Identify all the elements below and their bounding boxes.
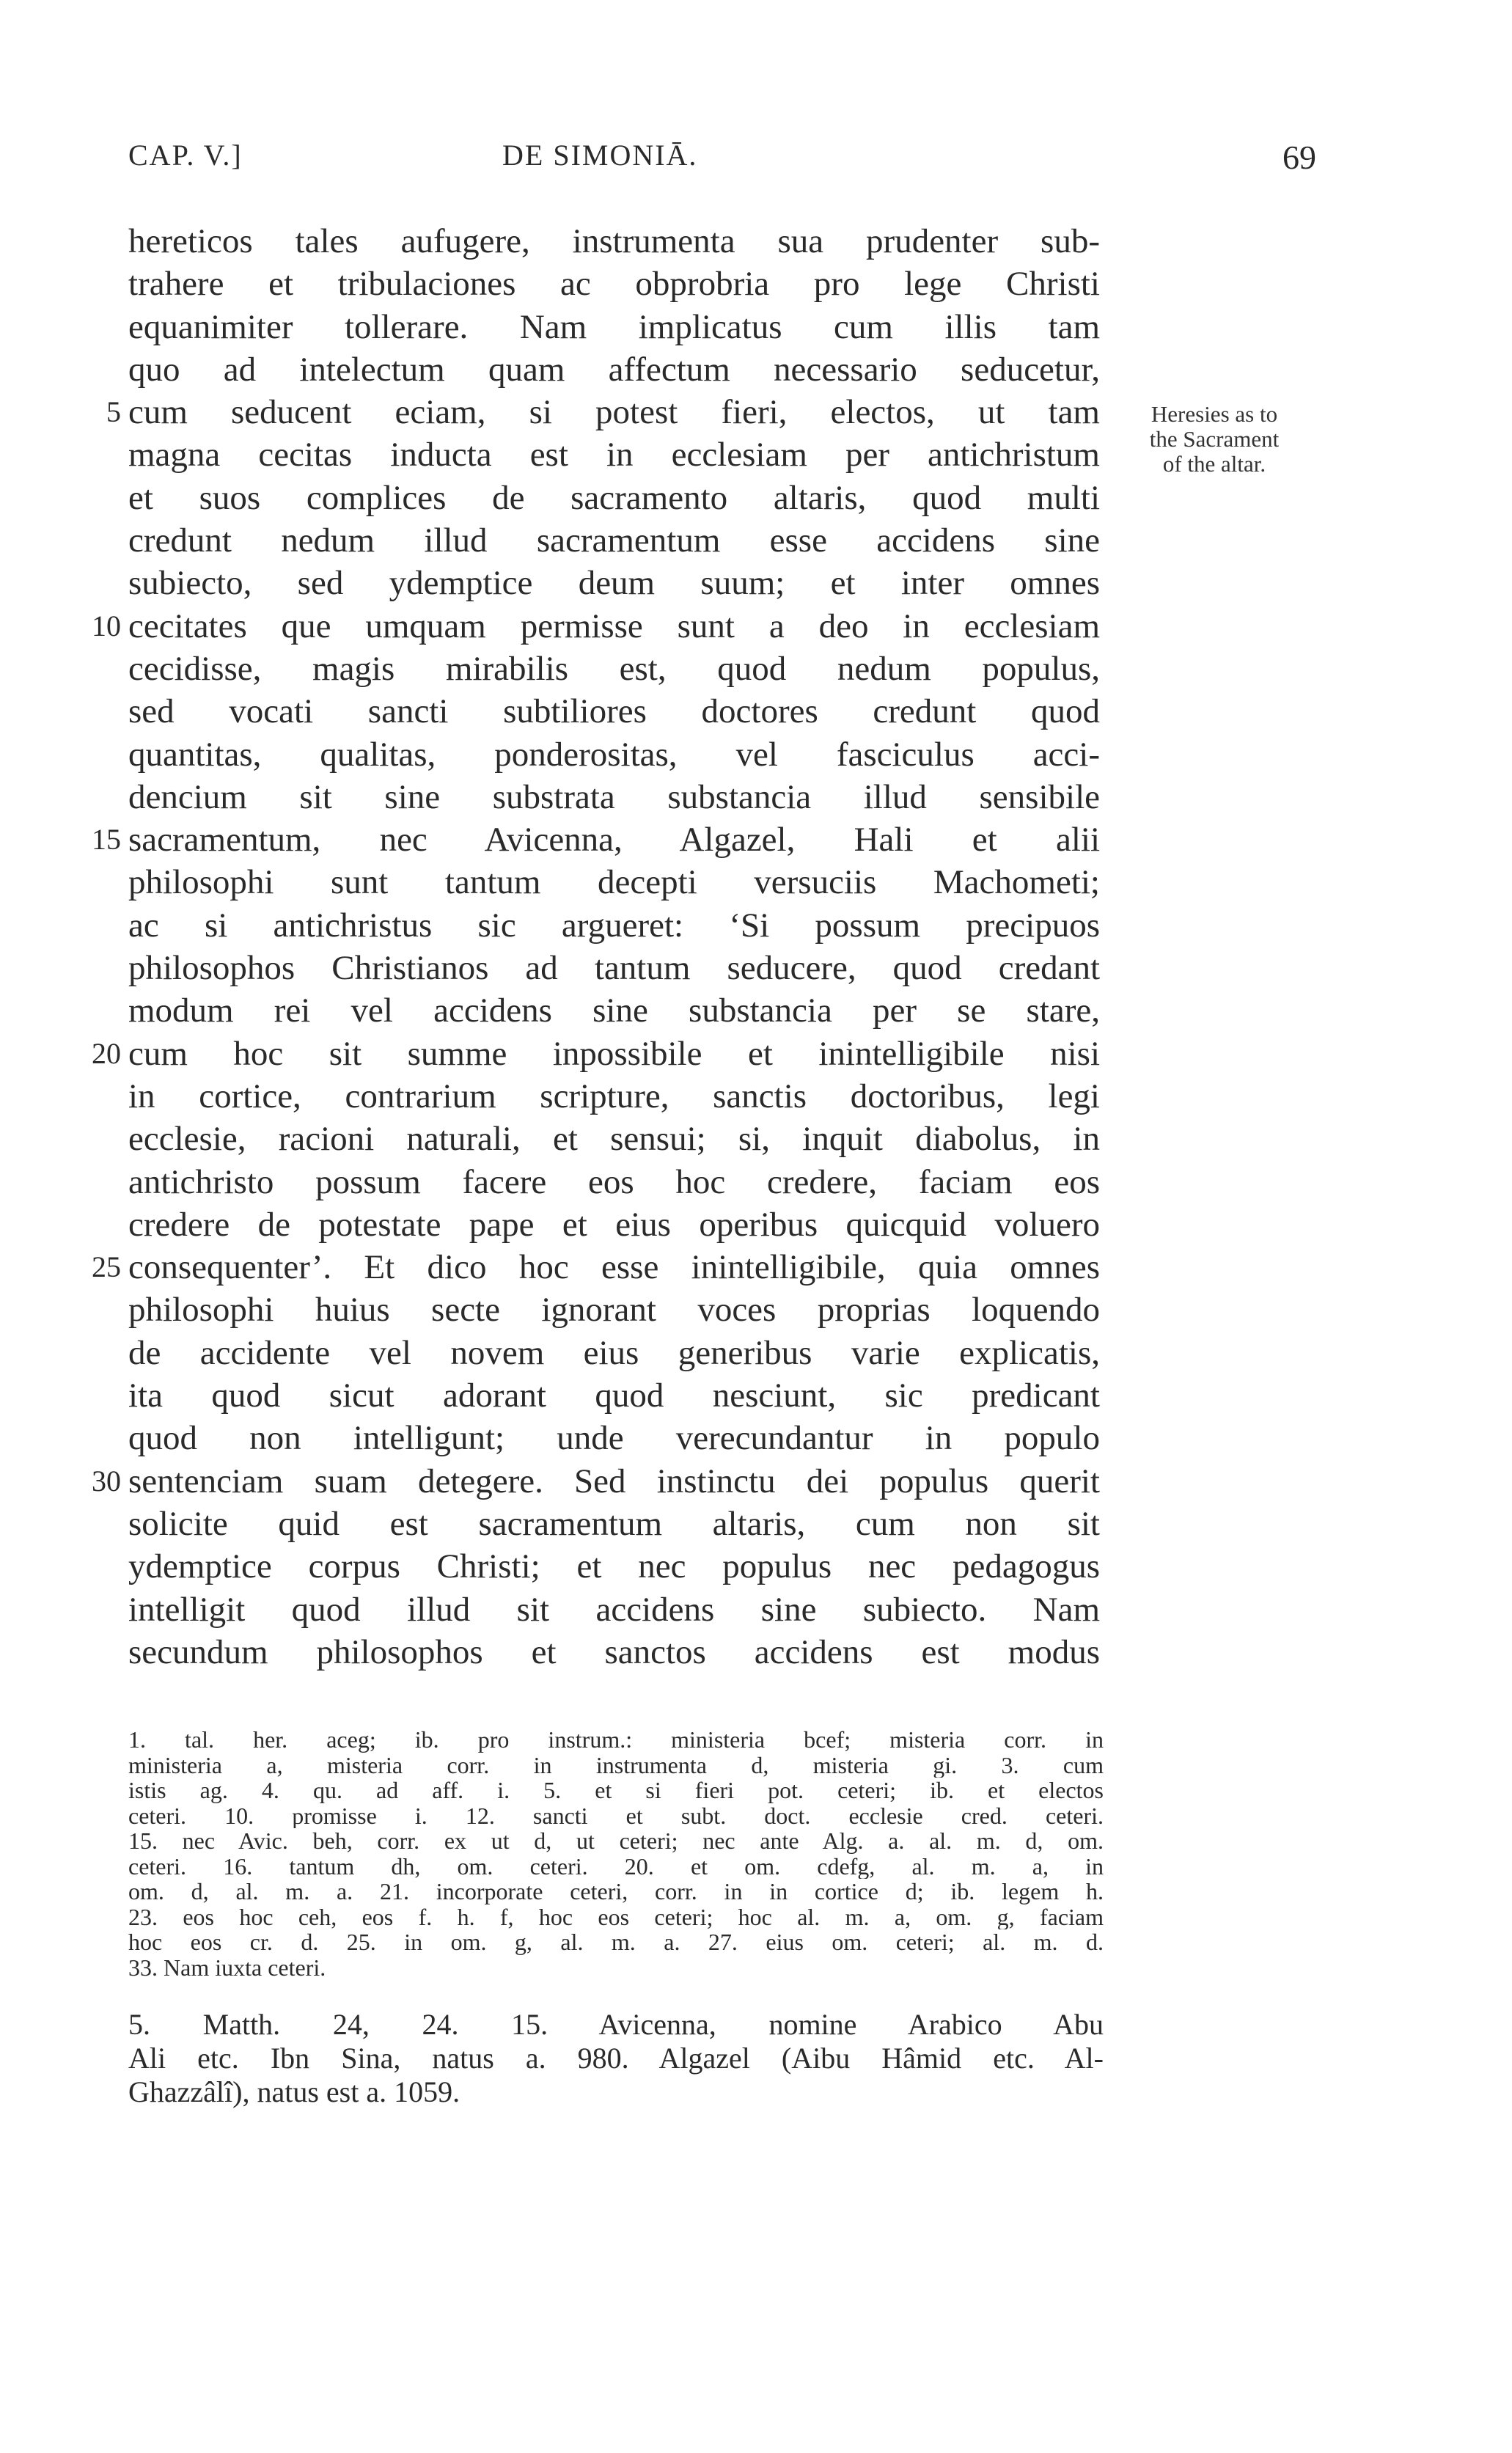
line-text: cum seducent eciam, si potest fieri, electos, ut tam <box>128 393 1100 432</box>
critical-apparatus <box>128 1727 1104 1980</box>
apparatus-line: ceteri. 16. tantum dh, om. ceteri. 20. et om. cdefg, al. m. a, in <box>128 1853 1104 1879</box>
line-text: secundum philosophos et sanctos accidens est modus <box>128 1632 1100 1671</box>
text-line <box>128 263 1100 305</box>
apparatus-line: 23. eos hoc ceh, eos f. h. f, hoc eos ceteri; hoc al. m. a, om. g, faciam <box>128 1904 1104 1929</box>
line-text: intelligit quod illud sit accidens sine subiecto. Nam <box>128 1590 1100 1629</box>
line-text: philosophi huius secte ignorant voces proprias loquendo <box>128 1291 1100 1330</box>
footnote-line: Ghazzâlî), natus est a. 1059. <box>128 2075 460 2108</box>
apparatus-line: om. d, al. m. a. 21. incorporate ceteri, corr. in in cortice d; ib. legem h. <box>128 1879 1104 1904</box>
line-text: cecitates que umquam permisse sunt a deo in ecclesiam <box>128 606 1100 645</box>
line-text: cecidisse, magis mirabilis est, quod nedum populus, <box>128 649 1100 688</box>
line-text: trahere et tribulaciones ac obprobria pro lege Christi <box>128 265 1100 304</box>
footnote-line: 5. Matth. 24, 24. 15. Avicenna, nomine Arabico Abu <box>128 2008 1104 2041</box>
text-line <box>128 1118 1100 1160</box>
text-line <box>128 306 1100 348</box>
line-text: sacramentum, nec Avicenna, Algazel, Hali et alii <box>128 821 1100 859</box>
chapter-label: CAP. V.] <box>128 139 243 172</box>
line-text: cum hoc sit summe inpossibile et inintelligibile nisi <box>128 1034 1100 1073</box>
line-text: credunt nedum illud sacramentum esse accidens sine <box>128 521 1100 560</box>
line-text: antichristo possum facere eos hoc credere, faciam eos <box>128 1162 1100 1201</box>
apparatus-line: 15. nec Avic. beh, corr. ex ut d, ut ceteri; nec ante Alg. a. al. m. d, om. <box>128 1828 1104 1854</box>
text-line <box>128 1374 1100 1417</box>
line-text: magna cecitas inducta est in ecclesiam per antichristum <box>128 436 1100 474</box>
text-line <box>92 1460 1100 1503</box>
footnote-line: Ali etc. Ibn Sina, natus a. 980. Algazel (Aibu Hâmid etc. Al- <box>128 2042 1104 2075</box>
line-text: philosophi sunt tantum decepti versuciis Machometi; <box>128 863 1100 902</box>
page-title: DE SIMONIĀ. <box>502 139 698 172</box>
line-text: subiecto, sed ydemptice deum suum; et inter omnes <box>128 564 1100 603</box>
line-text: sed vocati sancti subtiliores doctores credunt quod <box>128 692 1100 731</box>
line-number: 10 <box>92 609 121 642</box>
line-text: ita quod sicut adorant quod nesciunt, sic predicant <box>128 1376 1100 1415</box>
line-text: credere de potestate pape et eius operibus quicquid voluero <box>128 1205 1100 1244</box>
line-number: 20 <box>92 1036 121 1070</box>
line-text: solicite quid est sacramentum altaris, cum non sit <box>128 1504 1100 1543</box>
text-line <box>128 562 1100 604</box>
text-line <box>106 391 1100 433</box>
line-text: in cortice, contrarium scripture, sanctis doctoribus, legi <box>128 1077 1100 1115</box>
text-line <box>128 733 1100 776</box>
line-text: ac si antichristus sic argueret: ‘Si possum precipuos <box>128 906 1100 945</box>
text-line <box>128 861 1100 903</box>
line-text: quod non intelligunt; unde verecundantur in populo <box>128 1419 1100 1458</box>
running-head <box>128 138 1316 182</box>
text-line <box>128 648 1100 690</box>
line-text: philosophos Christianos ad tantum seducere, quod credant <box>128 949 1100 988</box>
text-line <box>128 220 1100 263</box>
apparatus-line: ministeria a, misteria corr. in instrumenta d, misteria gi. 3. cum <box>128 1752 1104 1778</box>
text-line <box>128 1417 1100 1459</box>
text-line <box>128 1288 1100 1331</box>
text-line <box>128 776 1100 818</box>
line-text: hereticos tales aufugere, instrumenta sua prudenter sub- <box>128 222 1100 260</box>
text-line <box>128 1075 1100 1118</box>
margin-note-line: of the altar. <box>1162 451 1266 477</box>
text-line <box>128 1545 1100 1588</box>
line-number: 15 <box>92 823 121 857</box>
text-line <box>128 519 1100 562</box>
apparatus-line: 1. tal. her. aceg; ib. pro instrum.: ministeria bcef; misteria corr. in <box>128 1727 1104 1753</box>
line-text: quantitas, qualitas, ponderositas, vel fasciculus acci- <box>128 735 1100 774</box>
text-line <box>128 989 1100 1032</box>
apparatus-line: hoc eos cr. d. 25. in om. g, al. m. a. 27. eius om. ceteri; al. m. d. <box>128 1929 1104 1955</box>
text-line <box>92 1246 1100 1288</box>
line-number: 30 <box>92 1464 121 1497</box>
line-text: sentenciam suam detegere. Sed instinctu dei populus querit <box>128 1462 1100 1500</box>
text-line <box>128 1503 1100 1545</box>
text-line <box>128 1161 1100 1203</box>
apparatus-line: istis ag. 4. qu. ad aff. i. 5. et si fieri pot. ceteri; ib. et electos <box>128 1778 1104 1803</box>
line-text: modum rei vel accidens sine substancia per se stare, <box>128 991 1100 1030</box>
line-text: ydemptice corpus Christi; et nec populus nec pedagogus <box>128 1547 1100 1586</box>
text-line <box>128 690 1100 733</box>
line-text: de accidente vel novem eius generibus varie explicatis, <box>128 1333 1100 1372</box>
text-line <box>128 433 1100 476</box>
footnotes <box>128 2008 1104 2109</box>
text-line <box>128 947 1100 989</box>
text-line <box>92 818 1100 861</box>
apparatus-line: ceteri. 10. promisse i. 12. sancti et subt. doct. ecclesie cred. ceteri. <box>128 1803 1104 1828</box>
text-line <box>92 605 1100 648</box>
text-line <box>128 904 1100 947</box>
line-text: equanimiter tollerare. Nam implicatus cum illis tam <box>128 307 1100 346</box>
margin-note <box>1115 402 1314 477</box>
line-number: 25 <box>92 1250 121 1284</box>
line-number: 5 <box>106 395 121 429</box>
text-line <box>128 1332 1100 1374</box>
line-text: ecclesie, racioni naturali, et sensui; si, inquit diabolus, in <box>128 1120 1100 1159</box>
text-line <box>128 1631 1100 1673</box>
page-number: 69 <box>1282 139 1316 176</box>
apparatus-line: 33. Nam iuxta ceteri. <box>128 1954 326 1980</box>
text-line <box>128 477 1100 519</box>
text-line <box>128 1203 1100 1246</box>
margin-note-line: Heresies as to <box>1150 401 1278 427</box>
line-text: dencium sit sine substrata substancia illud sensibile <box>128 777 1100 816</box>
line-text: et suos complices de sacramento altaris, quod multi <box>128 478 1100 517</box>
text-line <box>92 1033 1100 1075</box>
main-text <box>92 220 1100 1673</box>
line-text: consequenter’. Et dico hoc esse inintelligibile, quia omnes <box>128 1248 1100 1287</box>
text-line <box>128 348 1100 391</box>
text-line <box>128 1588 1100 1631</box>
margin-note-line: the Sacrament <box>1149 426 1280 452</box>
line-text: quo ad intelectum quam affectum necessario seducetur, <box>128 350 1100 389</box>
